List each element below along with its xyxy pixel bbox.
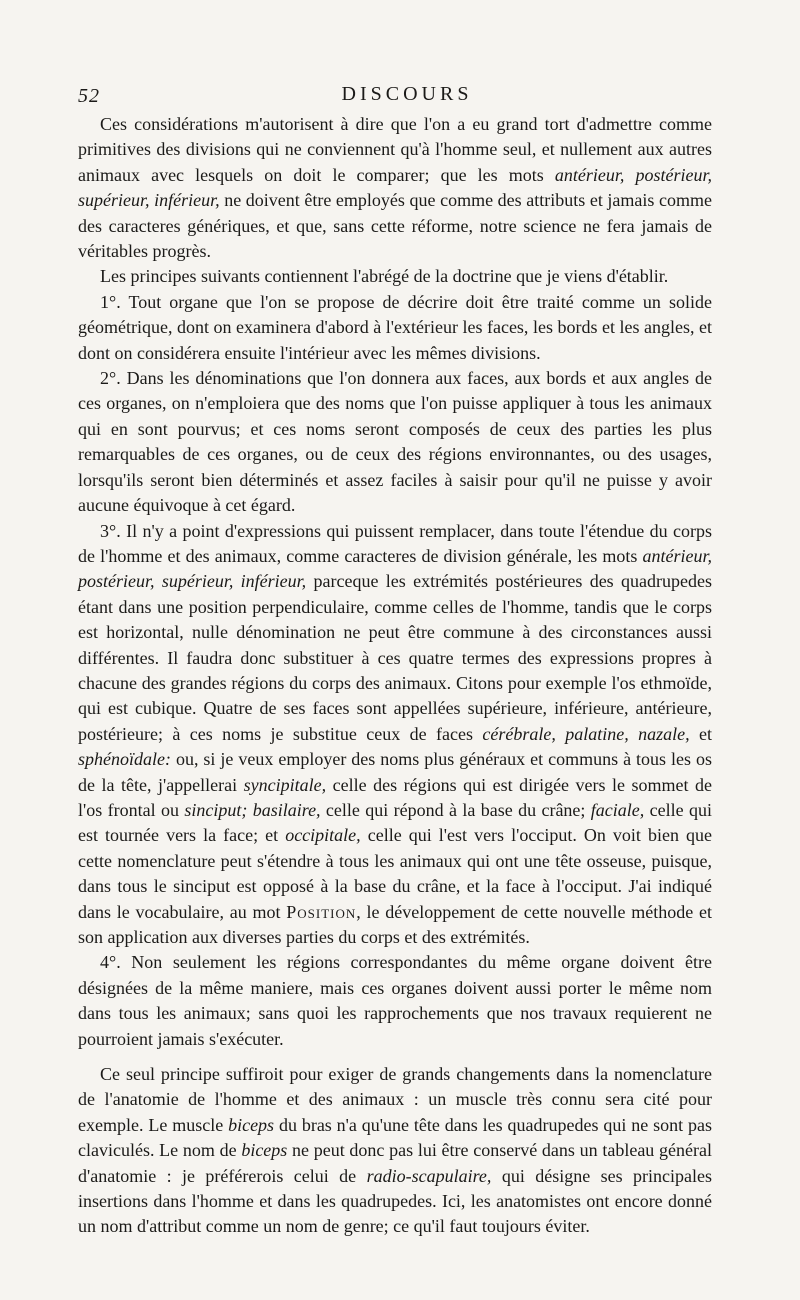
text-run: 3°. Il n'y a point d'expressions qui puissent remplacer, dans toute l'étendue du corps de l'homme et des animaux, comme caracteres de division générale, les mots xyxy=(78,520,712,566)
paragraph xyxy=(78,366,712,518)
paragraph xyxy=(78,112,712,264)
text-run: celle des régions qui est dirigée vers le sommet de l'os frontal ou xyxy=(78,774,712,820)
italic-run: cérébrale, palatine, nazale, xyxy=(482,723,690,744)
text-run: 2°. Dans les dénominations que l'on donnera aux faces, aux bords et aux angles de ces organes, on n'emploiera que des noms que l'on puisse appliquer à tous les animaux qui en sont pourvus; et ces noms seront composés de ceux des parties les plus remarquables de ces organes, ou de ceux des régions environnantes, ou des usages, lorsqu'ils seront bien déterminés et assez faciles à saisir pour qu'il ne puisse y avoir aucune équivoque à cet égard. xyxy=(78,368,712,516)
paragraph xyxy=(78,950,712,1052)
italic-run: faciale, xyxy=(590,799,645,820)
smallcaps-run: Position xyxy=(286,901,357,922)
text-run: , le développement de cette nouvelle méthode et son application aux diverses parties du corps et des extrémités. xyxy=(78,901,712,947)
text-run: celle qui est tournée vers la face; et xyxy=(78,799,712,846)
text-run: celle qui répond à la base du crâne; xyxy=(320,799,591,820)
italic-run: biceps xyxy=(228,1114,275,1135)
text-run: et xyxy=(689,723,712,744)
text-run: celle qui l'est vers l'occiput. On voit bien que cette nomenclature peut s'étendre à tous les animaux qui ont une tête osseuse, puisque, dans tous le sinciput est opposé à la base du crâne, et la face à l'occiput. J'ai indiqué dans le vocabulaire, au mot xyxy=(78,825,712,922)
paragraph xyxy=(78,264,712,289)
italic-run: antérieur, postérieur, supérieur, inférieur, xyxy=(78,164,712,211)
page-number: 52 xyxy=(78,85,100,107)
text-run: parceque les extrémités postérieures des quadrupedes étant dans une position perpendiculaire, comme celles de l'homme, tandis que le corps est horizontal, nulle dénomination ne peut être commune à des circonstances aussi différentes. Il faudra donc substituer à ces quatre termes des expressions propres à chacune des grandes régions du corps des animaux. Citons pour exemple l'os ethmoïde, qui est cubique. Quatre de ses faces sont appellées supérieure, inférieure, antérieure, postérieure; à ces noms je substitue ceux de faces xyxy=(78,571,712,744)
page-header xyxy=(0,85,800,115)
italic-run: sphénoïdale: xyxy=(78,749,171,770)
text-run: Ces considérations m'autorisent à dire que l'on a eu grand tort d'admettre comme primitives des divisions qui ne conviennent qu'à l'homme seul, et nullement aux autres animaux avec lesquels on doit le comparer; que les mots xyxy=(78,114,712,185)
text-run: du bras n'a qu'une tête dans les quadrupedes qui ne sont pas claviculés. Le nom de xyxy=(78,1114,712,1161)
paragraph xyxy=(78,1062,712,1240)
italic-run: occipitale, xyxy=(285,825,361,846)
text-run: qui désigne ses principales insertions dans l'homme et dans les quadrupedes. Ici, les anatomistes ont encore donné un nom d'attribut comme un nom de genre; ce qu'il faut toujours éviter. xyxy=(78,1165,712,1237)
text-run: 4°. Non seulement les régions correspondantes du même organe doivent être désignées de la même maniere, mais ces organes doivent aussi porter le même nom dans tous les animaux; sans quoi les rapprochements que nos travaux requierent ne pourroient jamais s'exécuter. xyxy=(78,952,712,1049)
italic-run: radio-scapulaire, xyxy=(366,1165,492,1186)
italic-run: syncipitale, xyxy=(243,774,327,795)
text-run: ou, si je veux employer des noms plus généraux et communs à tous les os de la tête, j'appellerai xyxy=(78,749,712,795)
italic-run: sinciput; basilaire, xyxy=(184,799,321,820)
body-text xyxy=(78,112,712,1240)
text-run: ne doivent être employés que comme des attributs et jamais comme des caracteres génériques, et que, sans cette réforme, notre science ne fera jamais de véritables progrès. xyxy=(78,190,712,262)
paragraph xyxy=(78,519,712,951)
text-run: 1°. Tout organe que l'on se propose de décrire doit être traité comme un solide géométrique, dont on examinera d'abord à l'extérieur les faces, les bords et les angles, et dont on considérera ensuite l'intérieur avec les mêmes divisions. xyxy=(78,291,712,363)
text-run: Ce seul principe suffiroit pour exiger de grands changements dans la nomenclature de l'anatomie de l'homme et des animaux : un muscle très connu sera cité pour exemple. Le muscle xyxy=(78,1064,712,1135)
running-title: DISCOURS xyxy=(341,83,473,105)
text-run: Les principes suivants contiennent l'abrégé de la doctrine que je viens d'établir. xyxy=(100,266,669,287)
italic-run: antérieur, postérieur, supérieur, inférieur, xyxy=(78,545,712,592)
italic-run: biceps xyxy=(241,1140,288,1161)
text-run: ne peut donc pas lui être conservé dans un tableau général d'anatomie : je préférerois celui de xyxy=(78,1140,712,1186)
paragraph xyxy=(78,290,712,366)
